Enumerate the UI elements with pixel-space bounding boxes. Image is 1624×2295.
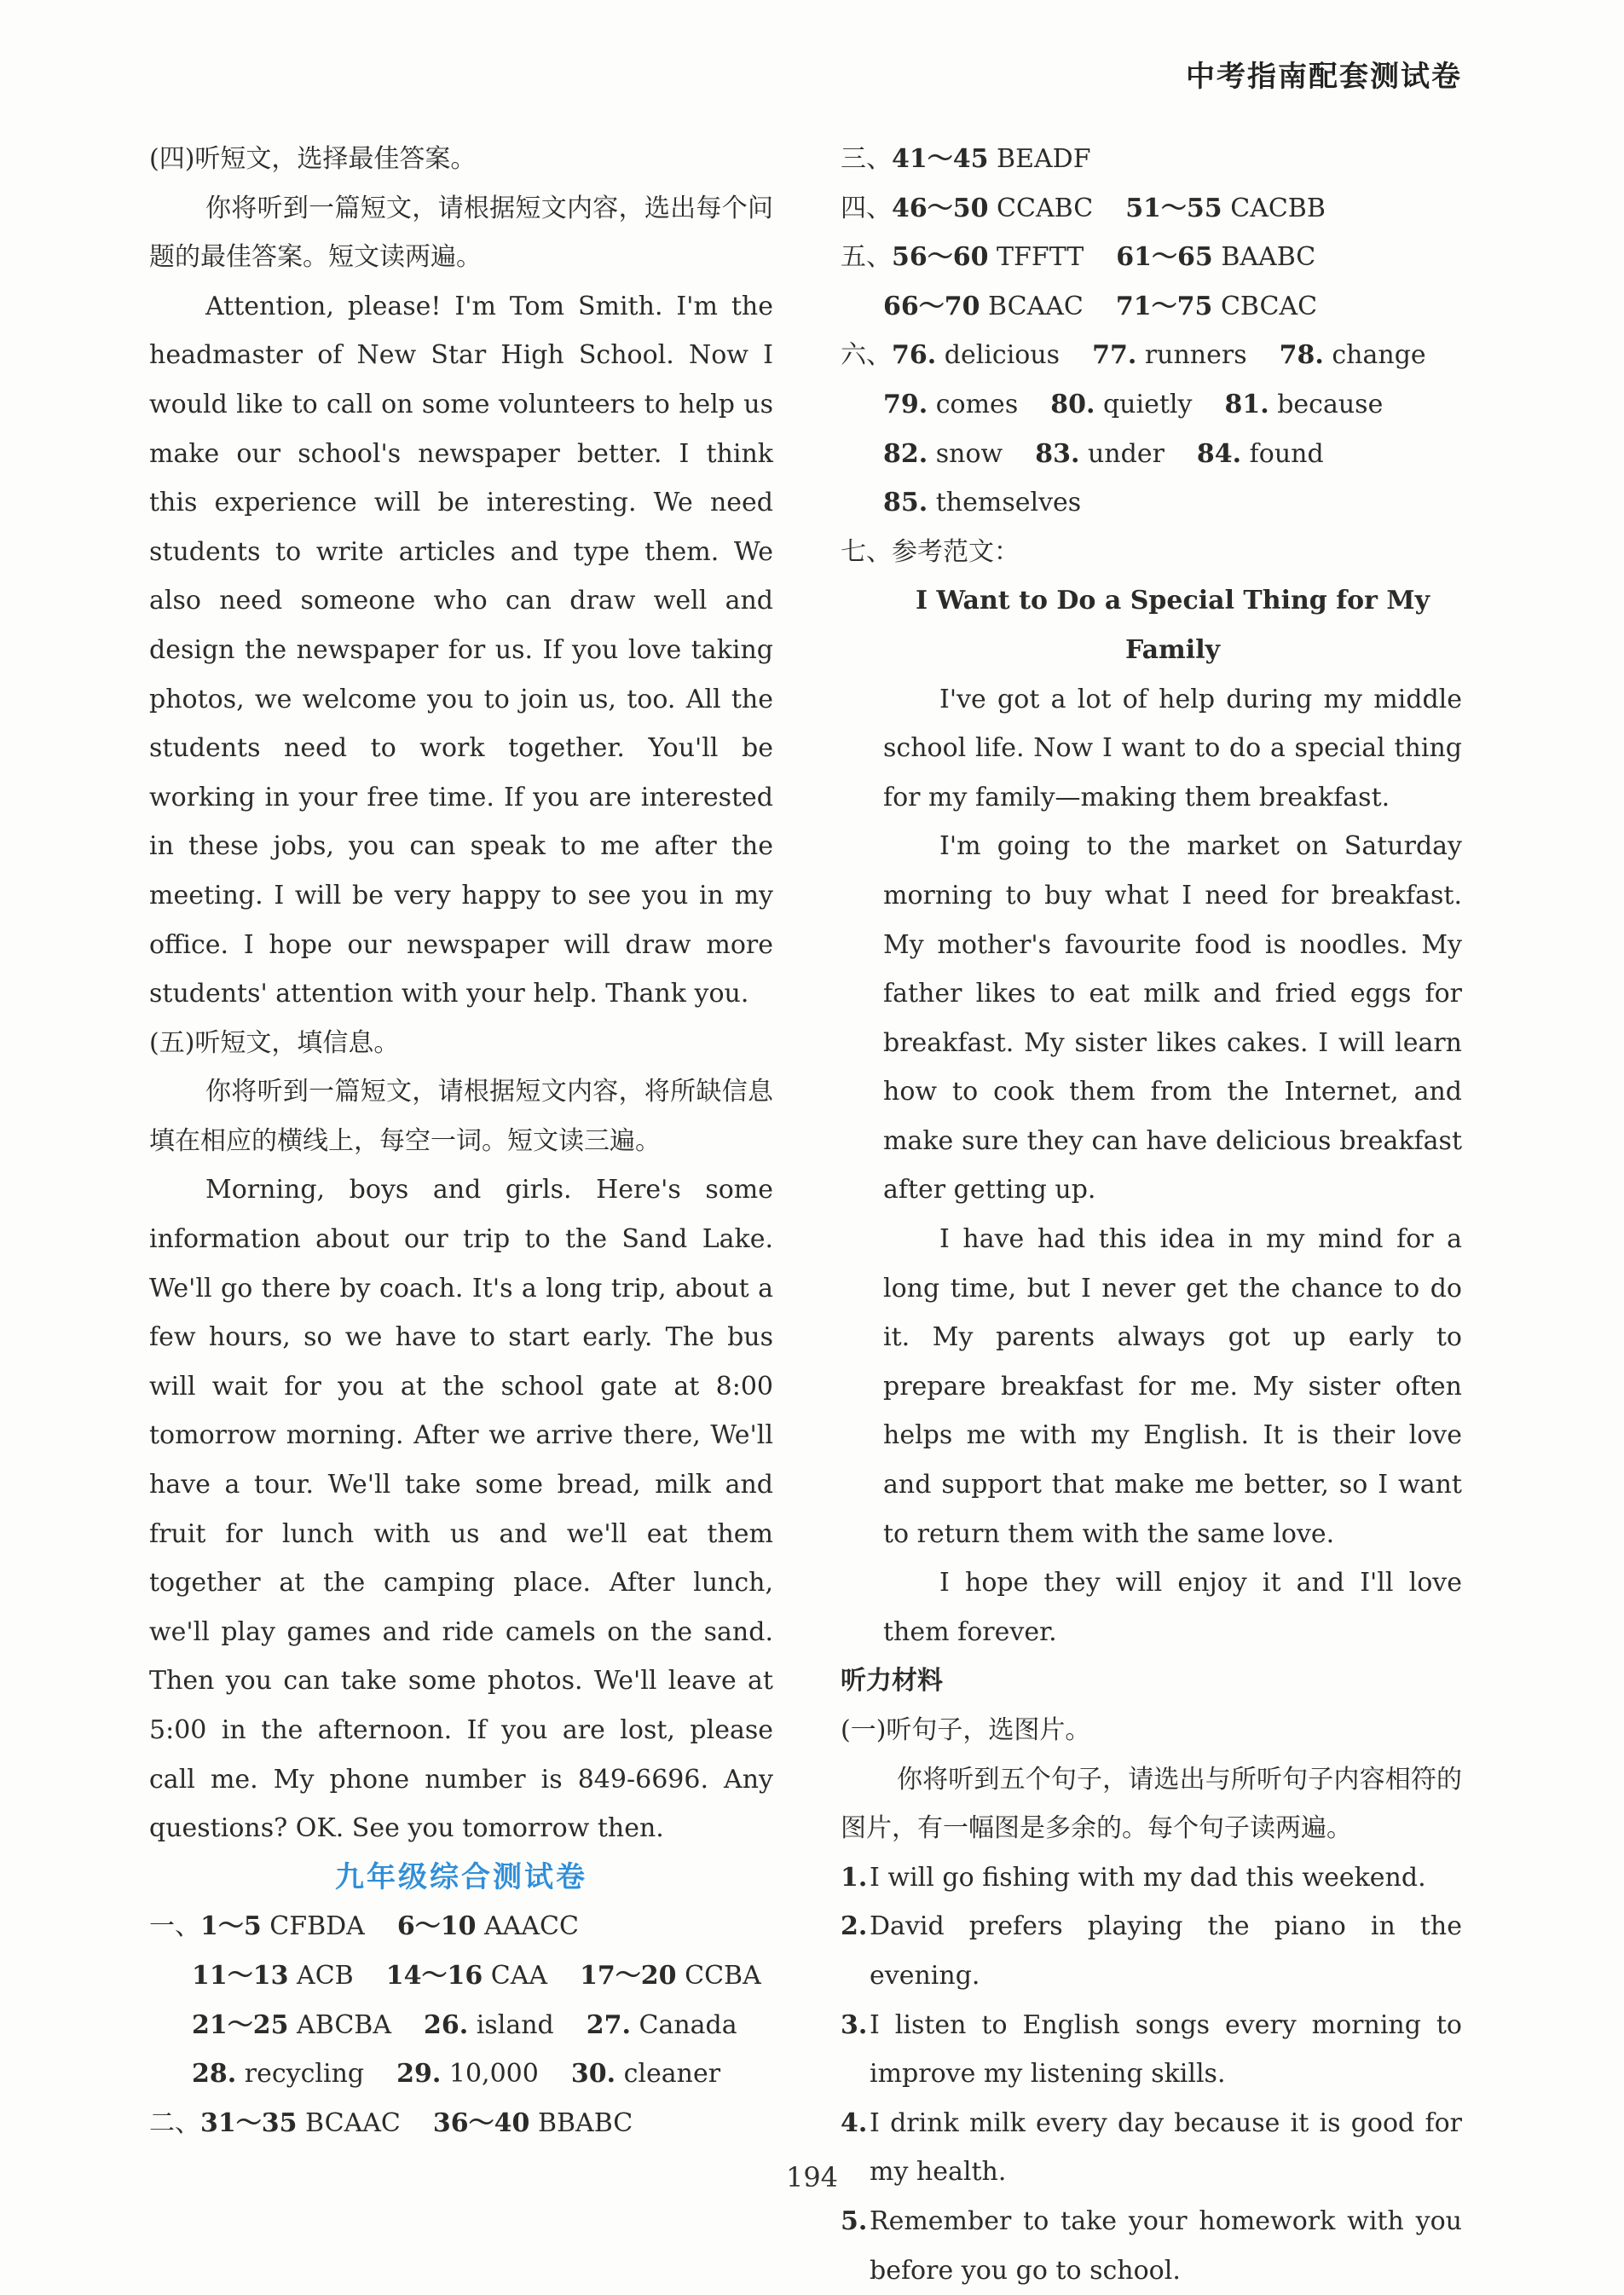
answer-value: quietly	[1102, 389, 1193, 419]
essay-paragraph: I hope they will enjoy it and I'll love them forever.	[883, 1568, 1462, 1647]
essay-title: I Want to Do a Special Thing for My Family	[915, 586, 1430, 665]
essay-paragraph: I'm going to the market on Saturday morning to buy what I need for breakfast. My mother's favourite food is noodles. My father likes to eat milk and fried eggs for breakfast. My sister likes cakes. I will learn how to cook them from the Internet, and make sure they can have delicious breakfast after getting up.	[883, 831, 1462, 1205]
section-5-heading: (五)听短文，填信息。	[149, 1027, 400, 1058]
answer-number: 1～5	[200, 1911, 262, 1942]
answer-value: island	[476, 2009, 554, 2040]
answer-number: 36～40	[432, 2107, 530, 2138]
answer-value: CACBB	[1230, 193, 1326, 223]
answer-number: 46～50	[892, 193, 989, 223]
answer-row-8	[841, 233, 1462, 282]
answer-number: 61～65	[1116, 242, 1213, 273]
answer-number: 41～45	[892, 144, 989, 174]
answer-row-5	[149, 2099, 773, 2148]
answer-value: recycling	[244, 2059, 365, 2090]
answer-value: CFBDA	[269, 1911, 365, 1942]
sentence-text: David prefers playing the piano in the evening.	[870, 1911, 1462, 1991]
answer-row-6	[841, 135, 1462, 184]
answer-number: 71～75	[1115, 291, 1213, 321]
listening-sentence	[841, 1902, 1462, 2000]
essay-paragraph: I have had this idea in my mind for a long time, but I never get the chance to do it. My parents always got up early to prepare breakfast for me. My sister often helps me with my English. It is their love and support that make me better, so I want to return them with the same love.	[883, 1224, 1462, 1549]
answer-value: CCABC	[997, 193, 1094, 223]
answer-value: TFFTT	[997, 242, 1084, 273]
answer-number: 56～60	[892, 242, 989, 273]
model-essay	[841, 576, 1462, 1656]
section-4-instruction: 你将听到一篇短文，请根据短文内容，选出每个问题的最佳答案。短文读两遍。	[149, 193, 773, 273]
answer-value: BEADF	[997, 144, 1091, 174]
answer-value: CBCAC	[1220, 291, 1318, 321]
sentence-number: 5.	[841, 2205, 868, 2236]
answer-number: 31～35	[200, 2107, 298, 2138]
answer-prefix: 四、	[841, 193, 892, 223]
answer-value: ACB	[297, 1960, 354, 1991]
answer-number: 21～25	[192, 2009, 289, 2040]
sentence-text: Remember to take your homework with you before you go to school.	[870, 2205, 1462, 2286]
answer-row-2	[149, 1951, 773, 2001]
answer-value: BCAAC	[988, 291, 1084, 321]
answer-number: 11～13	[192, 1960, 289, 1991]
answer-row-13	[841, 478, 1462, 528]
answer-number: 51～55	[1125, 193, 1222, 223]
answer-value: BCAAC	[305, 2107, 401, 2138]
model-essay-heading: 七、参考范文：	[841, 536, 1020, 567]
listening-section-1-instruction: 你将听到五个句子，请选出与所听句子内容相符的图片，有一幅图是多余的。每个句子读两遍。	[841, 1764, 1462, 1844]
answer-number: 84.	[1196, 438, 1242, 469]
answer-number: 77.	[1092, 340, 1137, 371]
answer-prefix: 三、	[841, 144, 892, 174]
answer-number: 82.	[883, 438, 928, 469]
listening-sentence	[841, 1853, 1462, 1903]
section-5-instruction: 你将听到一篇短文，请根据短文内容，将所缺信息填在相应的横线上，每空一词。短文读三遍。	[149, 1077, 773, 1156]
listening-section-1-heading: (一)听句子，选图片。	[841, 1715, 1091, 1745]
answer-row-10	[841, 331, 1462, 380]
answer-number: 85.	[883, 488, 928, 518]
answer-value: ABCBA	[297, 2009, 391, 2040]
listening-sentence	[841, 2001, 1462, 2099]
answer-row-3	[149, 2001, 773, 2050]
answer-number: 27.	[586, 2009, 631, 2040]
section-4-passage: Attention, please! I'm Tom Smith. I'm the headmaster of New Star High School. Now I would like to call on some volunteers to help us make our school's newspaper better. I think this experience will be interesting. We need students to write articles and type them. We also need someone who can draw well and design the newspaper for us. If you love taking photos, we welcome you to join us, too. All the students need to work together. You'll be working in your free time. If you are interested in these jobs, you can speak to me after the meeting. I will be very happy to see you in my office. I hope our newspaper will draw more students' attention with your help. Thank you.	[149, 291, 773, 1009]
page-number: 194	[785, 2161, 839, 2194]
answer-row-9	[841, 282, 1462, 332]
listening-sentence	[841, 2197, 1462, 2295]
left-column	[149, 135, 773, 2148]
sentence-text: I will go fishing with my dad this weekend.	[870, 1862, 1426, 1893]
answer-row-4	[149, 2049, 773, 2099]
test-title: 九年级综合测试卷	[335, 1859, 587, 1894]
answer-value: 10,000	[448, 2059, 539, 2090]
answer-number: 78.	[1279, 340, 1324, 371]
answer-number: 30.	[570, 2059, 616, 2090]
answer-number: 29.	[396, 2059, 442, 2090]
answer-number: 79.	[883, 389, 928, 419]
answer-value: BBABC	[537, 2107, 633, 2138]
answer-value: comes	[935, 389, 1019, 419]
sentence-number: 3.	[841, 2009, 868, 2040]
answer-value: because	[1277, 389, 1384, 419]
answer-number: 17～20	[580, 1960, 677, 1991]
sentence-text: I drink milk every day because it is good for my health.	[870, 2107, 1462, 2188]
answer-value: snow	[935, 438, 1003, 469]
sentence-number: 1.	[841, 1862, 868, 1893]
answer-number: 6～10	[396, 1911, 477, 1942]
answer-value: cleaner	[623, 2059, 721, 2090]
listening-material-heading: 听力材料	[841, 1666, 943, 1697]
answer-row-7	[841, 184, 1462, 234]
answer-row-11	[841, 380, 1462, 430]
answer-number: 14～16	[385, 1960, 483, 1991]
answer-value: CCBA	[685, 1960, 761, 1991]
answer-number: 83.	[1035, 438, 1080, 469]
answer-value: Canada	[639, 2009, 737, 2040]
answer-prefix: 五、	[841, 242, 892, 273]
right-column	[841, 135, 1462, 2295]
answer-row-1	[149, 1902, 773, 1951]
answer-value: found	[1249, 438, 1324, 469]
answer-value: themselves	[935, 488, 1082, 518]
section-4-heading: (四)听短文，选择最佳答案。	[149, 144, 477, 174]
answer-value: AAACC	[484, 1911, 579, 1942]
essay-paragraph: I've got a lot of help during my middle school life. Now I want to do a special thing for my family—making them breakfast.	[883, 684, 1462, 812]
sentence-number: 2.	[841, 1911, 868, 1942]
answer-prefix: 六、	[841, 340, 892, 371]
answer-row-12	[841, 430, 1462, 479]
answer-prefix: 一、	[149, 1911, 200, 1942]
answer-number: 81.	[1224, 389, 1269, 419]
answer-value: runners	[1144, 340, 1247, 371]
answer-value: BAABC	[1221, 242, 1316, 273]
sentence-text: I listen to English songs every morning to improve my listening skills.	[870, 2009, 1462, 2090]
answer-number: 28.	[192, 2059, 237, 2090]
section-5-passage: Morning, boys and girls. Here's some information about our trip to the Sand Lake. We'll go there by coach. It's a long trip, about a few hours, so we have to start early. The bus will wait for you at the school gate at 8:00 tomorrow morning. After we arrive there, We'll have a tour. We'll take some bread, milk and fruit for lunch with us and we'll eat them together at the camping place. After lunch, we'll play games and ride camels on the sand. Then you can take some photos. We'll leave at 5:00 in the afternoon. If you are lost, please call me. My phone number is 849-6696. Any questions? OK. See you tomorrow then.	[149, 1175, 773, 1844]
answer-value: CAA	[490, 1960, 548, 1991]
answer-value: under	[1087, 438, 1165, 469]
sentence-number: 4.	[841, 2107, 868, 2138]
answer-value: change	[1332, 340, 1426, 371]
answer-number: 80.	[1050, 389, 1095, 419]
answer-number: 66～70	[883, 291, 980, 321]
answer-prefix: 二、	[149, 2107, 200, 2138]
running-header: 中考指南配套测试卷	[1186, 60, 1462, 94]
answer-number: 26.	[423, 2009, 469, 2040]
answer-number: 76.	[892, 340, 937, 371]
answer-value: delicious	[944, 340, 1061, 371]
